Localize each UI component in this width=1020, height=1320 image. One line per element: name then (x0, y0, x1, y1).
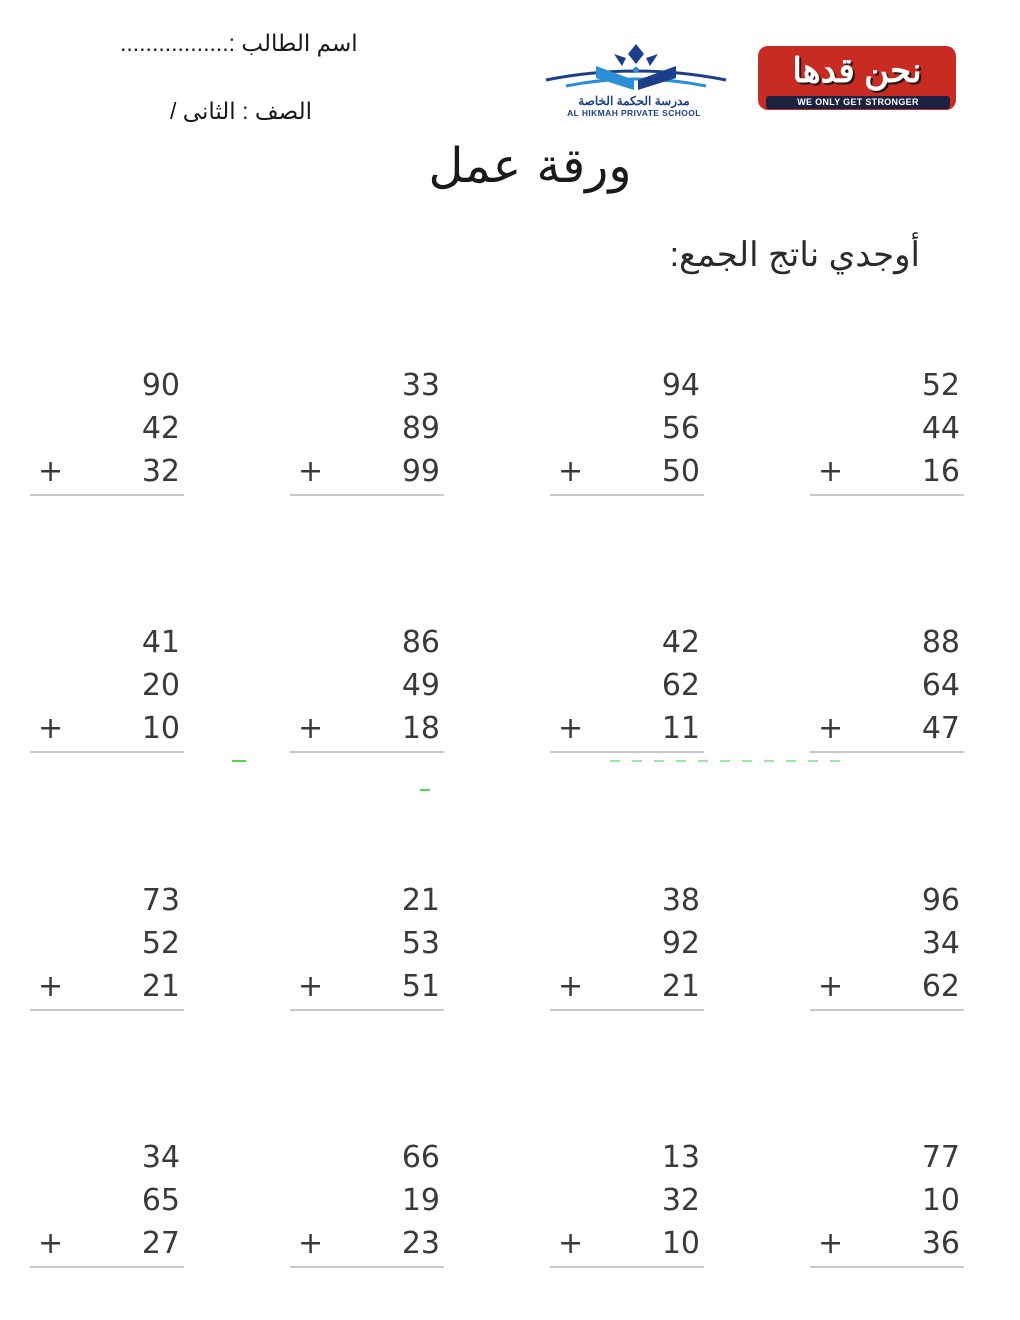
addition-problem (290, 883, 450, 1018)
plus-sign: + (818, 454, 844, 489)
addend-1: 96 (921, 883, 960, 918)
page-title: ورقة عمل (428, 138, 632, 194)
addend-1: 77 (921, 1140, 960, 1175)
addition-problem (550, 1140, 710, 1275)
addend-2: 89 (401, 411, 440, 446)
scan-artifact (420, 789, 430, 791)
addend-3: 10 (661, 1226, 700, 1261)
addend-2: 10 (921, 1183, 960, 1218)
addition-problem (550, 883, 710, 1018)
addend-2: 56 (661, 411, 700, 446)
addend-2: 64 (921, 668, 960, 703)
addend-3: 32 (141, 454, 180, 489)
plus-sign: + (818, 969, 844, 1004)
addition-problem (550, 625, 710, 760)
addend-1: 88 (921, 625, 960, 660)
class-field: الصف : الثانى / (170, 98, 313, 124)
addend-2: 19 (401, 1183, 440, 1218)
addend-1: 34 (141, 1140, 180, 1175)
answer-line (290, 1009, 444, 1011)
addition-problem (810, 625, 970, 760)
student-name-field: اسم الطالب :................. (120, 30, 358, 56)
answer-line (30, 494, 184, 496)
plus-sign: + (558, 711, 584, 746)
answer-line (550, 1266, 704, 1268)
addend-2: 34 (921, 926, 960, 961)
addend-2: 62 (661, 668, 700, 703)
addend-2: 32 (661, 1183, 700, 1218)
answer-line (810, 1009, 964, 1011)
addition-problem (30, 368, 190, 503)
addend-2: 52 (141, 926, 180, 961)
addend-3: 10 (141, 711, 180, 746)
answer-line (550, 1009, 704, 1011)
campaign-logo (752, 38, 962, 118)
addend-2: 42 (141, 411, 180, 446)
plus-sign: + (558, 454, 584, 489)
plus-sign: + (558, 969, 584, 1004)
answer-line (550, 494, 704, 496)
addition-problem (30, 625, 190, 760)
addend-3: 50 (661, 454, 700, 489)
school-emblem-icon (526, 40, 746, 96)
addition-problem (290, 625, 450, 760)
addend-3: 36 (921, 1226, 960, 1261)
addend-1: 94 (661, 368, 700, 403)
addend-3: 62 (921, 969, 960, 1004)
addend-1: 13 (661, 1140, 700, 1175)
plus-sign: + (818, 1226, 844, 1261)
addend-3: 99 (401, 454, 440, 489)
addend-1: 52 (921, 368, 960, 403)
addend-1: 21 (401, 883, 440, 918)
plus-sign: + (298, 711, 324, 746)
addend-1: 66 (401, 1140, 440, 1175)
campaign-title: نحن قدها (792, 52, 922, 90)
answer-line (290, 1266, 444, 1268)
addend-1: 38 (661, 883, 700, 918)
plus-sign: + (38, 454, 64, 489)
addend-1: 33 (401, 368, 440, 403)
addend-3: 21 (141, 969, 180, 1004)
addend-3: 51 (401, 969, 440, 1004)
campaign-slogan: WE ONLY GET STRONGER (797, 97, 919, 107)
plus-sign: + (558, 1226, 584, 1261)
addend-1: 41 (141, 625, 180, 660)
scan-artifact (610, 760, 840, 762)
plus-sign: + (298, 969, 324, 1004)
plus-sign: + (38, 969, 64, 1004)
answer-line (30, 751, 184, 753)
addition-problem (290, 368, 450, 503)
answer-line (30, 1009, 184, 1011)
instruction-text: أوجدي ناتج الجمع: (669, 236, 920, 274)
addend-3: 27 (141, 1226, 180, 1261)
addend-3: 16 (921, 454, 960, 489)
addition-problem (30, 883, 190, 1018)
answer-line (810, 494, 964, 496)
addend-3: 23 (401, 1226, 440, 1261)
answer-line (30, 1266, 184, 1268)
addend-2: 49 (401, 668, 440, 703)
answer-line (290, 751, 444, 753)
answer-line (810, 751, 964, 753)
answer-line (550, 751, 704, 753)
addend-3: 21 (661, 969, 700, 1004)
school-logo (526, 40, 746, 118)
plus-sign: + (298, 454, 324, 489)
addend-2: 53 (401, 926, 440, 961)
scan-artifact (232, 760, 246, 762)
addend-1: 42 (661, 625, 700, 660)
addend-2: 65 (141, 1183, 180, 1218)
answer-line (810, 1266, 964, 1268)
addend-1: 86 (401, 625, 440, 660)
school-name-english: AL HIKMAH PRIVATE SCHOOL (567, 108, 701, 118)
school-name-arabic: مدرسة الحكمة الخاصة (578, 94, 690, 108)
plus-sign: + (38, 1226, 64, 1261)
addition-problem (30, 1140, 190, 1275)
addend-3: 18 (401, 711, 440, 746)
addition-problem (550, 368, 710, 503)
addend-2: 92 (661, 926, 700, 961)
addend-2: 44 (921, 411, 960, 446)
addition-problem (810, 1140, 970, 1275)
plus-sign: + (38, 711, 64, 746)
answer-line (290, 494, 444, 496)
addend-3: 47 (921, 711, 960, 746)
addition-problem (810, 368, 970, 503)
addend-1: 90 (141, 368, 180, 403)
plus-sign: + (298, 1226, 324, 1261)
plus-sign: + (818, 711, 844, 746)
addend-3: 11 (661, 711, 700, 746)
addition-problem (290, 1140, 450, 1275)
addend-2: 20 (141, 668, 180, 703)
addend-1: 73 (141, 883, 180, 918)
addition-problem (810, 883, 970, 1018)
